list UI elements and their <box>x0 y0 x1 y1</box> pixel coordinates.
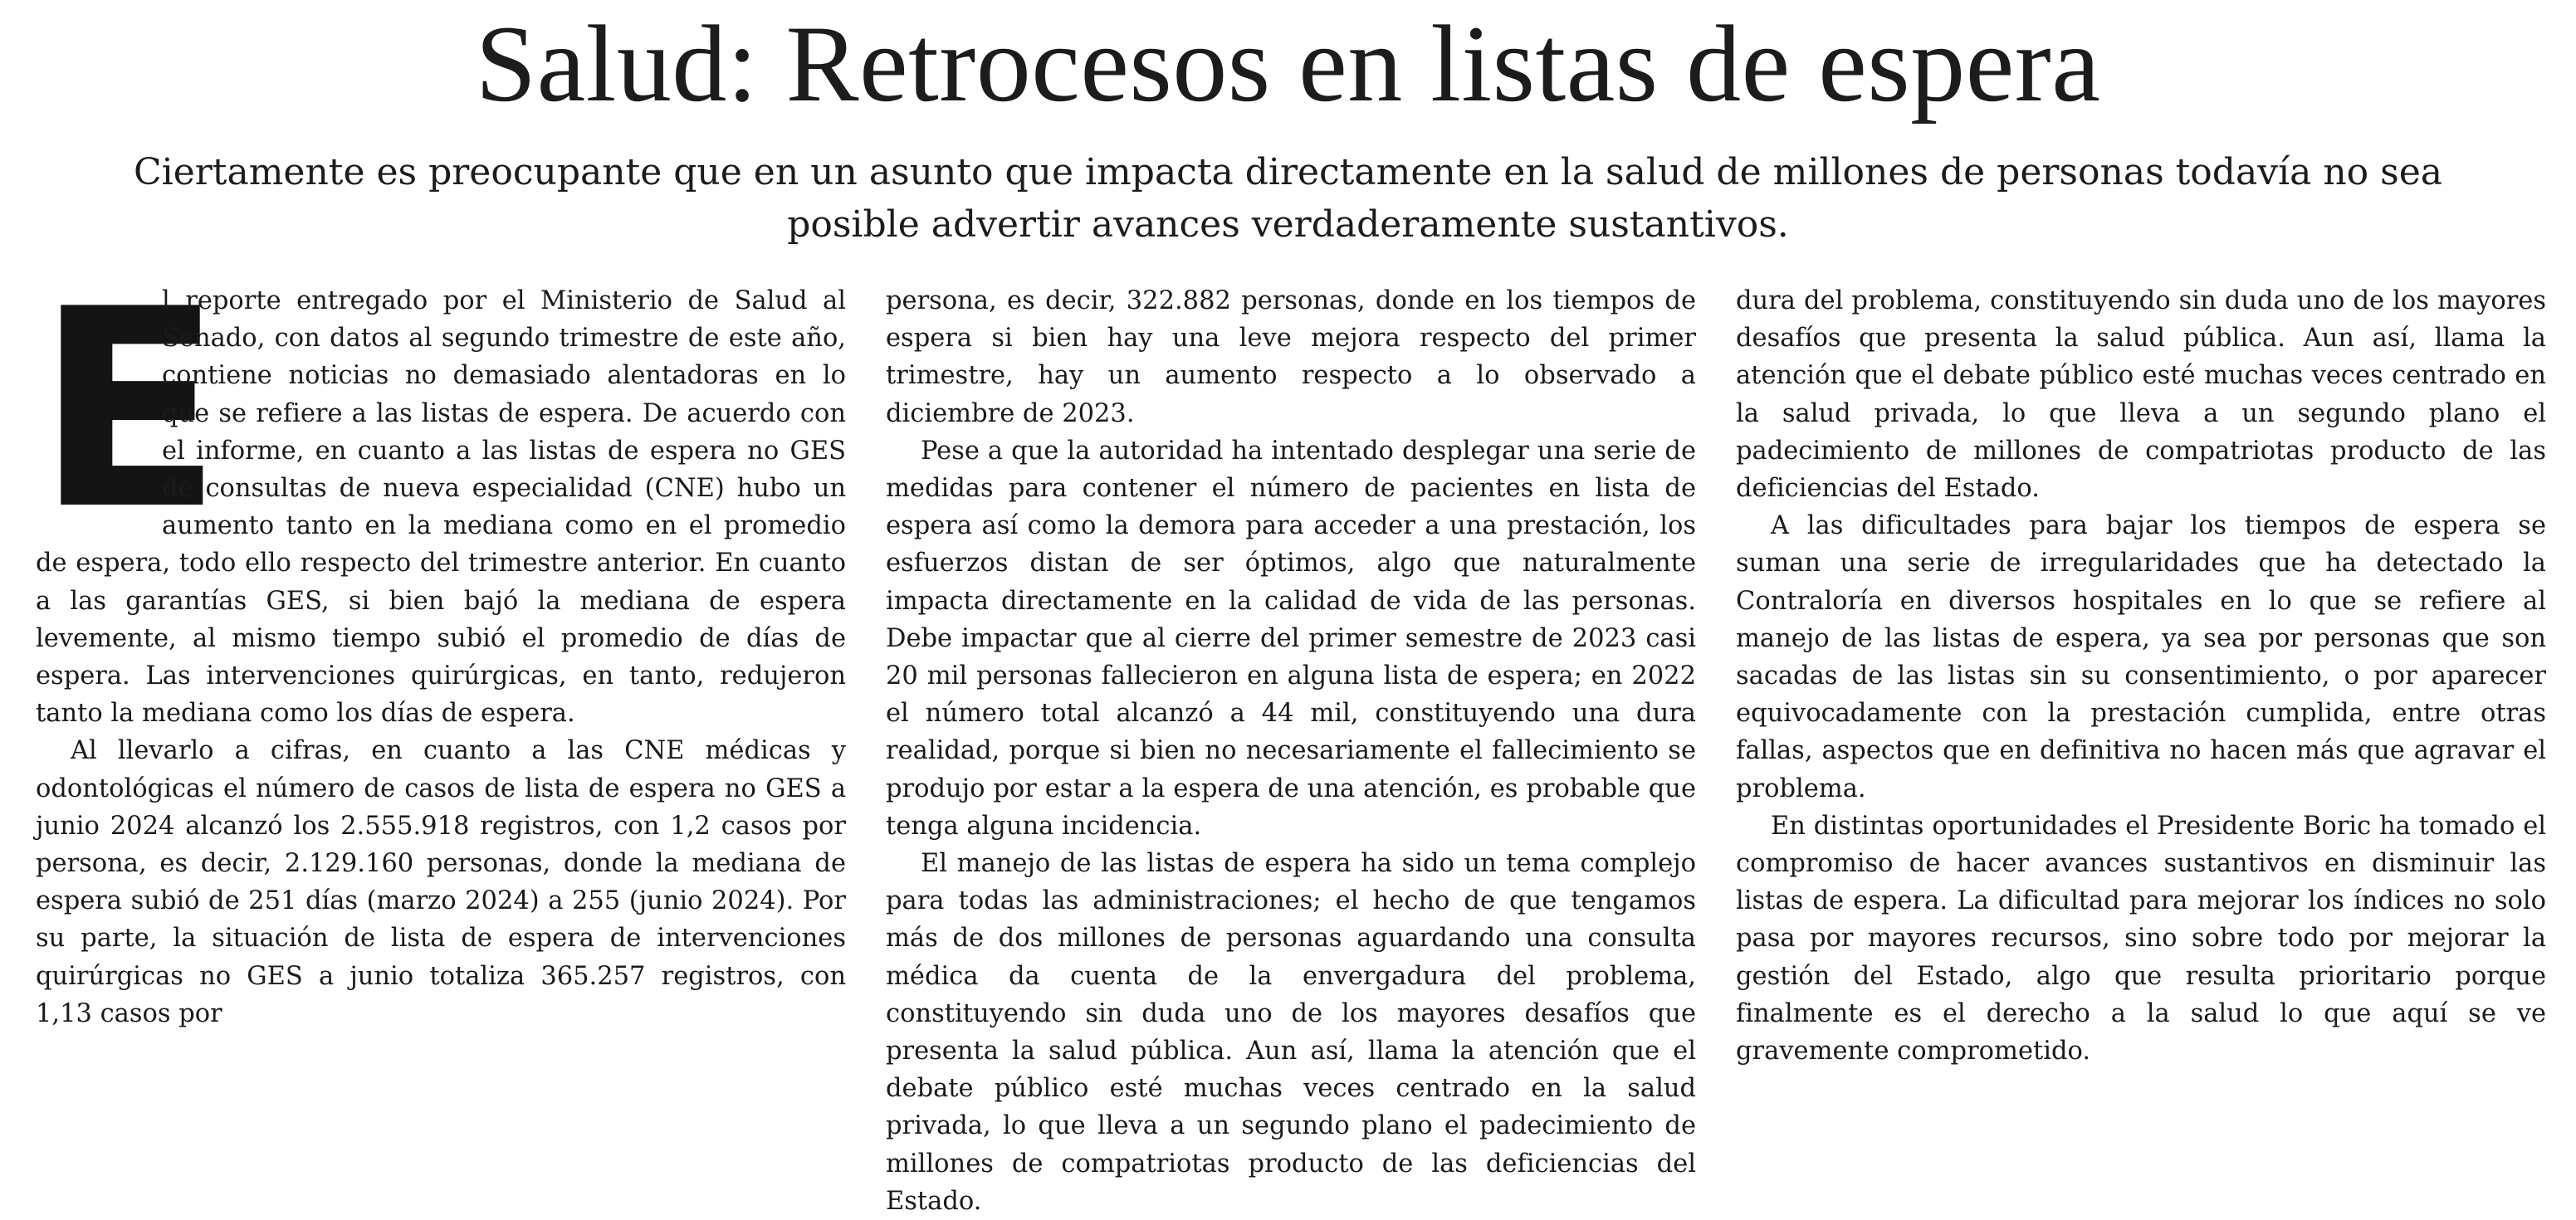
paragraph: l reporte entregado por el Ministerio de Salud al Senado, con datos al segundo trimestre de este año, contiene noticias no demasiado alentadoras en lo que se refiere a las listas de espera. De acuerdo con el informe, en cuanto a las listas de espera no GES de consultas de nueva especialidad (CNE) hubo un aumento tanto en la mediana como en el promedio de espera, todo ello respecto del trimestre anterior. En cuanto a las garantías GES, si bien bajó la mediana de espera levemente, al mismo tiempo subió el promedio de días de espera. Las intervenciones quirúrgicas, en tanto, redujeron tanto la mediana como los días de espera. <box>36 286 846 729</box>
paragraph: Pese a que la autoridad ha intentado desplegar una serie de medidas para contener el número de pacientes en lista de espera así como la demora para acceder a una prestación, los esfuerzos distan de ser óptimos, algo que naturalmente impacta directamente en la calidad de vida de las personas. Debe impactar que al cierre del primer semestre de 2023 casi 20 mil personas fallecieron en alguna lista de espera; en 2022 el número total alcanzó a 44 mil, constituyendo una dura realidad, porque si bien no necesariamente el fallecimiento se produjo por estar a la espera de una atención, es probable que tenga alguna incidencia. <box>886 436 1696 841</box>
paragraph: persona, es decir, 322.882 personas, donde en los tiempos de espera si bien hay una leve mejora respecto del primer trimestre, hay un aumento respecto a lo observado a diciembre de 2023. <box>886 286 1696 428</box>
paragraph: Al llevarlo a cifras, en cuanto a las CNE médicas y odontológicas el número de casos de lista de espera no GES a junio 2024 alcanzó los 2.555.918 registros, con 1,2 casos por persona, es decir, 2.129.160 personas, donde la mediana de espera subió de 251 días (marzo 2024) a 255 (junio 2024). Por su parte, la situación de lista de espera de intervenciones quirúrgicas no GES a junio totaliza 365.257 registros, con 1,13 casos por <box>36 736 846 1028</box>
article-column-3 <box>1736 282 2546 1145</box>
paragraph: dura del problema, constituyendo sin duda uno de los mayores desafíos que presenta la salud pública. Aun así, llama la atención que el debate público esté muchas veces centrado en la salud privada, lo que lleva a un segundo plano el padecimiento de millones de compatriotas producto de las deficiencias del Estado. <box>1736 286 2546 504</box>
paragraph: A las dificultades para bajar los tiempos de espera se suman una serie de irregularidades que ha detectado la Contraloría en diversos hospitales en lo que se refiere al manejo de las listas de espera, ya sea por personas que son sacadas de las listas sin su consentimiento, o por aparecer equivocadamente con la prestación cumplida, entre otras fallas, aspectos que en definitiva no hacen más que agravar el problema. <box>1736 511 2546 803</box>
deck-subtitle: Ciertamente es preocupante que en un asunto que impacta directamente en la salud de millones de personas todavía no sea posible advertir avances verdaderamente sustantivos. <box>133 151 2443 246</box>
article-column-2 <box>886 282 1696 1216</box>
paragraph: El manejo de las listas de espera ha sido un tema complejo para todas las administraciones; el hecho de que tengamos más de dos millones de personas aguardando una consulta médica da cuenta de la envergadura del problema, constituyendo sin duda uno de los mayores desafíos que presenta la salud pública. Aun así, llama la atención que el debate público esté muchas veces centrado en la salud privada, lo que lleva a un segundo plano el padecimiento de millones de compatriotas producto de las deficiencias del Estado. <box>886 849 1696 1216</box>
paragraph: En distintas oportunidades el Presidente Boric ha tomado el compromiso de hacer avances sustantivos en disminuir las listas de espera. La dificultad para mejorar los índices no solo pasa por mayores recursos, sino sobre todo por mejorar la gestión del Estado, algo que resulta prioritario porque finalmente es el derecho a la salud lo que aquí se ve gravemente comprometido. <box>1736 811 2546 1066</box>
article-column-1 <box>36 251 846 1145</box>
drop-cap: E <box>36 251 223 569</box>
headline: Salud: Retrocesos en listas de espera <box>475 2 2101 124</box>
